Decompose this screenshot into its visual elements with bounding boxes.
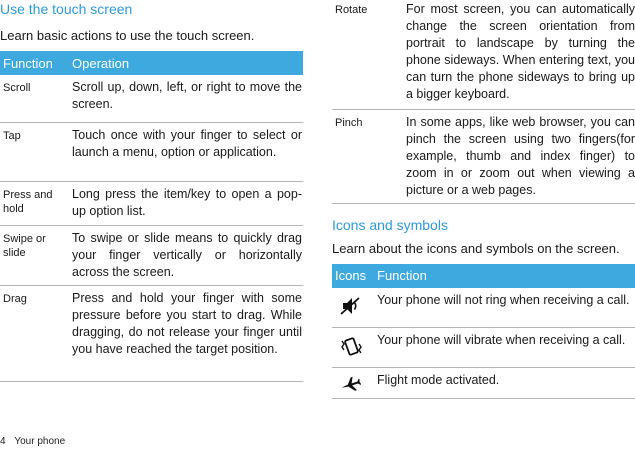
icon-cell bbox=[332, 288, 374, 328]
function-label: Rotate bbox=[332, 0, 403, 109]
function-label: Press and hold bbox=[0, 181, 69, 225]
table-row bbox=[0, 285, 303, 381]
operation-text: Long press the item/key to open a pop-up option list. bbox=[69, 181, 303, 225]
column-header-icons: Icons bbox=[332, 264, 374, 288]
table-row bbox=[332, 288, 635, 328]
function-label: Drag bbox=[0, 285, 69, 381]
icon-cell bbox=[332, 368, 374, 399]
function-label: Tap bbox=[0, 122, 69, 181]
operation-text: In some apps, like web browser, you can pinch the screen using two fingers(for example, thumb and index finger) to zoom in or zoom out when viewing a picture or a web pages. bbox=[403, 109, 635, 203]
table-header-row bbox=[0, 51, 303, 75]
icon-cell bbox=[332, 328, 374, 368]
column-header-function: Function bbox=[374, 264, 635, 288]
footer-section-name: Your phone bbox=[14, 436, 66, 447]
column-header-function: Function bbox=[0, 51, 69, 75]
table-row bbox=[332, 0, 635, 109]
operation-text: Scroll up, down, left, or right to move the screen. bbox=[69, 75, 303, 122]
left-column bbox=[0, 0, 303, 382]
table-row bbox=[0, 181, 303, 225]
touch-actions-table-continued bbox=[332, 0, 635, 204]
table-row bbox=[332, 368, 635, 399]
column-header-operation: Operation bbox=[69, 51, 303, 75]
table-header-row bbox=[332, 264, 635, 288]
section-intro-touch-screen: Learn basic actions to use the touch screen. bbox=[0, 28, 255, 43]
function-label: Swipe or slide bbox=[0, 225, 69, 285]
section-intro-icons: Learn about the icons and symbols on the screen. bbox=[332, 240, 620, 256]
icon-function-text: Your phone will vibrate when receiving a call. bbox=[374, 328, 635, 368]
function-label: Pinch bbox=[332, 109, 403, 203]
airplane-icon bbox=[339, 376, 361, 394]
silent-mode-icon bbox=[339, 296, 361, 316]
page-footer bbox=[0, 436, 65, 447]
icon-function-text: Your phone will not ring when receiving a call. bbox=[374, 288, 635, 328]
right-column bbox=[332, 0, 635, 399]
operation-text: For most screen, you can automatically change the screen orientation from portrait to landscape by turning the phone sideways. When entering text, you can turn the phone sideways to bring up a bigger keyboard. bbox=[403, 0, 635, 109]
table-row bbox=[0, 75, 303, 122]
section-title-icons: Icons and symbols bbox=[332, 216, 448, 233]
table-row bbox=[0, 225, 303, 285]
page-number: 4 bbox=[0, 436, 6, 447]
section-title-touch-screen: Use the touch screen bbox=[0, 1, 133, 17]
operation-text: Touch once with your finger to select or launch a menu, option or application. bbox=[69, 122, 303, 181]
table-row bbox=[0, 122, 303, 181]
touch-actions-table bbox=[0, 51, 303, 382]
icon-function-text: Flight mode activated. bbox=[374, 368, 635, 399]
operation-text: To swipe or slide means to quickly drag your finger vertically or horizontally across the screen. bbox=[69, 225, 303, 285]
table-row bbox=[332, 328, 635, 368]
vibrate-mode-icon bbox=[339, 336, 363, 358]
operation-text: Press and hold your finger with some pressure before you start to drag. While dragging, do not release your finger until you have reached the target position. bbox=[69, 285, 303, 381]
icons-table bbox=[332, 264, 635, 400]
function-label: Scroll bbox=[0, 75, 69, 122]
table-row bbox=[332, 109, 635, 203]
